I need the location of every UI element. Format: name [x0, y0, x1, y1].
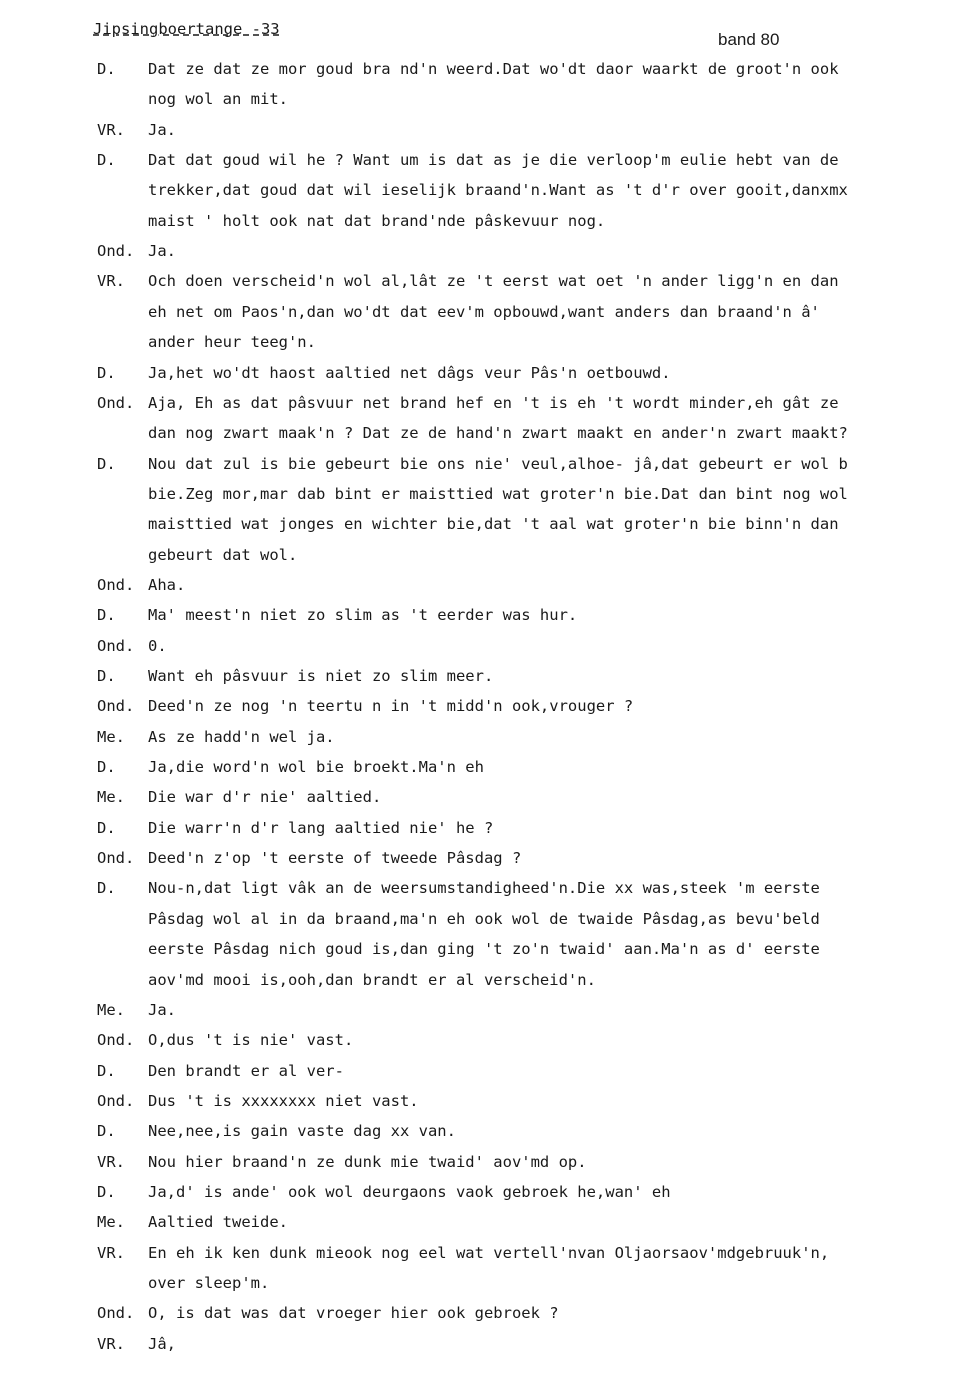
utterance-text: Ja,die word'n wol bie broekt.Ma'n eh: [148, 758, 484, 776]
speaker-label: Ond.: [97, 394, 135, 412]
speaker-label: D.: [97, 364, 116, 382]
speaker-label: D.: [97, 667, 116, 685]
utterance-continuation: bie.Zeg mor,mar dab bint er maisttied wat groter'n bie.Dat dan bint nog wol: [148, 485, 848, 503]
speaker-label: D.: [97, 60, 116, 78]
utterance-continuation: dan nog zwart maak'n ? Dat ze de hand'n zwart maakt en ander'n zwart maakt?: [148, 424, 848, 442]
utterance-text: Aja, Eh as dat pâsvuur net brand hef en 't is eh 't wordt minder,eh gât ze: [148, 394, 839, 412]
utterance-continuation: over sleep'm.: [148, 1274, 270, 1292]
speaker-label: D.: [97, 758, 116, 776]
speaker-label: Me.: [97, 788, 125, 806]
speaker-label: VR.: [97, 1335, 125, 1353]
speaker-label: D.: [97, 1062, 116, 1080]
speaker-label: Ond.: [97, 576, 135, 594]
utterance-text: 0.: [148, 637, 167, 655]
speaker-label: Ond.: [97, 1092, 135, 1110]
utterance-text: Och doen verscheid'n wol al,lât ze 't eerst wat oet 'n ander ligg'n en dan: [148, 272, 839, 290]
utterance-continuation: trekker,dat goud dat wil ieselijk braand'n.Want as 't d'r over gooit,danxmx: [148, 181, 848, 199]
utterance-continuation: nog wol an mit.: [148, 90, 288, 108]
utterance-text: Die war d'r nie' aaltied.: [148, 788, 382, 806]
speaker-label: VR.: [97, 1153, 125, 1171]
utterance-text: Ma' meest'n niet zo slim as 't eerder was hur.: [148, 606, 578, 624]
utterance-text: Deed'n z'op 't eerste of tweede Pâsdag ?: [148, 849, 522, 867]
utterance-text: Ja,het wo'dt haost aaltied net dâgs veur Pâs'n oetbouwd.: [148, 364, 671, 382]
utterance-text: Ja.: [148, 242, 176, 260]
speaker-label: Ond.: [97, 849, 135, 867]
speaker-label: D.: [97, 606, 116, 624]
utterance-text: Die warr'n d'r lang aaltied nie' he ?: [148, 819, 494, 837]
speaker-label: D.: [97, 819, 116, 837]
utterance-text: Dat dat goud wil he ? Want um is dat as je die verloop'm eulie hebt van de: [148, 151, 839, 169]
speaker-label: Ond.: [97, 242, 135, 260]
speaker-label: Ond.: [97, 1304, 135, 1322]
utterance-text: En eh ik ken dunk mieook nog eel wat vertell'nvan Oljaorsaov'mdgebruuk'n,: [148, 1244, 830, 1262]
utterance-text: Nou-n,dat ligt vâk an de weersumstandigheed'n.Die xx was,steek 'm eerste: [148, 879, 820, 897]
speaker-label: Me.: [97, 1213, 125, 1231]
utterance-text: Nee,nee,is gain vaste dag xx van.: [148, 1122, 456, 1140]
utterance-text: Nou hier braand'n ze dunk mie twaid' aov'md op.: [148, 1153, 587, 1171]
utterance-text: Dat ze dat ze mor goud bra nd'n weerd.Dat wo'dt daor waarkt de groot'n ook: [148, 60, 839, 78]
utterance-continuation: eerste Pâsdag nich goud is,dan ging 't zo'n twaid' aan.Ma'n as d' eerste: [148, 940, 820, 958]
speaker-label: Me.: [97, 728, 125, 746]
speaker-label: Ond.: [97, 1031, 135, 1049]
speaker-label: Me.: [97, 1001, 125, 1019]
speaker-label: VR.: [97, 121, 125, 139]
speaker-label: D.: [97, 455, 116, 473]
utterance-text: Dus 't is xxxxxxxx niet vast.: [148, 1092, 419, 1110]
speaker-label: Ond.: [97, 697, 135, 715]
speaker-label: D.: [97, 879, 116, 897]
utterance-text: Nou dat zul is bie gebeurt bie ons nie' veul,alhoe- jâ,dat gebeurt er wol b: [148, 455, 848, 473]
utterance-continuation: eh net om Paos'n,dan wo'dt dat eev'm opbouwd,want anders dan braand'n â': [148, 303, 820, 321]
tape-label: band 80: [718, 30, 780, 49]
speaker-label: D.: [97, 1122, 116, 1140]
utterance-text: O, is dat was dat vroeger hier ook gebroek ?: [148, 1304, 559, 1322]
speaker-label: VR.: [97, 272, 125, 290]
utterance-text: Aaltied tweide.: [148, 1213, 288, 1231]
utterance-text: Aha.: [148, 576, 186, 594]
utterance-continuation: maist ' holt ook nat dat brand'nde pâskevuur nog.: [148, 212, 606, 230]
utterance-text: Want eh pâsvuur is niet zo slim meer.: [148, 667, 494, 685]
utterance-text: O,dus 't is nie' vast.: [148, 1031, 354, 1049]
utterance-text: Deed'n ze nog 'n teertu n in 't midd'n ook,vrouger ?: [148, 697, 634, 715]
utterance-text: Ja.: [148, 121, 176, 139]
utterance-text: Ja,d' is ande' ook wol deurgaons vaok gebroek he,wan' eh: [148, 1183, 671, 1201]
utterance-continuation: ander heur teeg'n.: [148, 333, 316, 351]
speaker-label: D.: [97, 151, 116, 169]
utterance-text: As ze hadd'n wel ja.: [148, 728, 335, 746]
utterance-text: Den brandt er al ver-: [148, 1062, 344, 1080]
speaker-label: VR.: [97, 1244, 125, 1262]
speaker-label: D.: [97, 1183, 116, 1201]
utterance-continuation: aov'md mooi is,ooh,dan brandt er al verscheid'n.: [148, 971, 596, 989]
utterance-text: Ja.: [148, 1001, 176, 1019]
page-header-title: Jipsingboertange -33: [93, 20, 280, 38]
utterance-continuation: Pâsdag wol al in da braand,ma'n eh ook wol de twaide Pâsdag,as bevu'beld: [148, 910, 820, 928]
speaker-label: Ond.: [97, 637, 135, 655]
utterance-continuation: gebeurt dat wol.: [148, 546, 298, 564]
utterance-continuation: maisttied wat jonges en wichter bie,dat 't aal wat groter'n bie binn'n dan: [148, 515, 839, 533]
utterance-text: Jâ,: [148, 1335, 176, 1353]
